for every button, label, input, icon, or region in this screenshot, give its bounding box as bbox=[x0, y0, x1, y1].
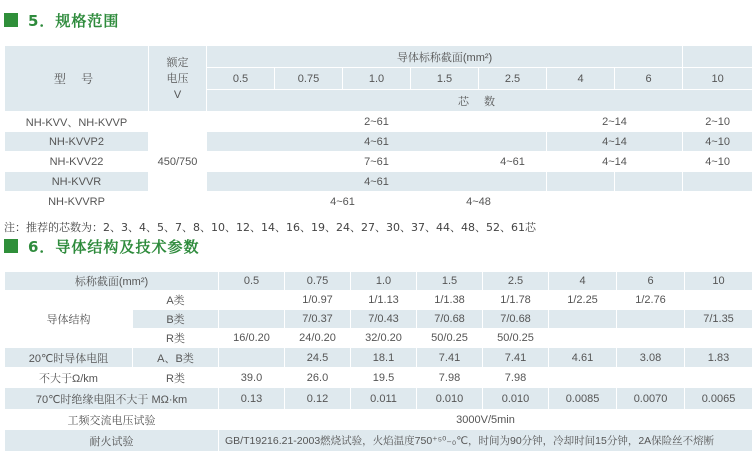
section-6-heading bbox=[4, 235, 199, 257]
area-cell: 4 bbox=[547, 68, 615, 90]
resistance-unit-label: 不大于Ω/km bbox=[5, 368, 133, 388]
ac-voltage-test-value: 3000V/5min bbox=[219, 410, 753, 430]
voltage-value: 450/750 bbox=[149, 112, 207, 212]
value-cell: 1/1.13 bbox=[351, 291, 417, 310]
value-cell bbox=[219, 310, 285, 329]
section-5-heading bbox=[4, 9, 119, 31]
value-cell bbox=[549, 329, 617, 348]
cores-range: 4~61 bbox=[207, 172, 547, 192]
value-cell bbox=[685, 368, 753, 388]
recommended-cores-note: 注：推荐的芯数为：2、3、4、5、7、8、10、12、14、16、19、24、27、30、37、44、48、52、61芯 bbox=[4, 221, 536, 234]
conductor-structure-label: 导体结构 bbox=[5, 291, 133, 348]
area-cell: 10 bbox=[685, 272, 753, 291]
class-ab-label: A、B类 bbox=[133, 348, 219, 368]
area-cell: 0.75 bbox=[275, 68, 343, 90]
col-voltage-header: 额定 电压 V bbox=[149, 46, 207, 112]
cores-range: 4~61 bbox=[275, 192, 411, 212]
value-cell bbox=[685, 329, 753, 348]
cores-range: 4~14 bbox=[547, 152, 683, 172]
value-cell bbox=[617, 368, 685, 388]
section-5-title: 5．规格范围 bbox=[28, 11, 120, 30]
class-r-label: R类 bbox=[133, 329, 219, 348]
col-cores-header: 芯 数 bbox=[207, 90, 753, 112]
area-cell: 2.5 bbox=[483, 272, 549, 291]
table-row-model: NH-KVVP2 bbox=[5, 132, 149, 152]
insulation-resistance-label: 70℃时绝缘电阻不大于 MΩ·km bbox=[5, 388, 219, 410]
area-cell: 10 bbox=[683, 68, 753, 90]
value-cell bbox=[219, 291, 285, 310]
cores-range: 7~61 bbox=[275, 152, 479, 172]
value-cell: 1/2.76 bbox=[617, 291, 685, 310]
cores-range: 4~14 bbox=[547, 132, 683, 152]
value-cell: 0.12 bbox=[285, 388, 351, 410]
value-cell: 7.41 bbox=[483, 348, 549, 368]
value-cell: 0.0070 bbox=[617, 388, 685, 410]
area-cell: 6 bbox=[615, 68, 683, 90]
area-cell: 0.75 bbox=[285, 272, 351, 291]
area-cell: 1.5 bbox=[411, 68, 479, 90]
value-cell: 1/2.25 bbox=[549, 291, 617, 310]
tech-params-table bbox=[4, 271, 753, 452]
value-cell: 1/1.78 bbox=[483, 291, 549, 310]
area-cell: 4 bbox=[549, 272, 617, 291]
value-cell: 24.5 bbox=[285, 348, 351, 368]
value-cell: 7.98 bbox=[417, 368, 483, 388]
area-cell: 2.5 bbox=[479, 68, 547, 90]
table-row-model: NH-KVVRP bbox=[5, 192, 149, 212]
value-cell: 7/0.37 bbox=[285, 310, 351, 329]
value-cell bbox=[549, 310, 617, 329]
area-cell: 6 bbox=[617, 272, 685, 291]
cores-range: 2~61 bbox=[207, 112, 547, 132]
section-marker-icon bbox=[4, 13, 18, 27]
value-cell: 1/1.38 bbox=[417, 291, 483, 310]
value-cell: 3.08 bbox=[617, 348, 685, 368]
cores-range: 2~10 bbox=[683, 112, 753, 132]
value-cell: 7/0.68 bbox=[417, 310, 483, 329]
value-cell: 39.0 bbox=[219, 368, 285, 388]
value-cell: 4.61 bbox=[549, 348, 617, 368]
value-cell: 26.0 bbox=[285, 368, 351, 388]
fire-test-value: GB/T19216.21-2003燃烧试验，火焰温度750⁺⁵⁰₋₀℃，时间为90分钟，冷却时间15分钟，2A保险丝不熔断 bbox=[219, 430, 753, 452]
col-area-header: 导体标称截面(mm²) bbox=[207, 46, 683, 68]
area-cell: 1.5 bbox=[417, 272, 483, 291]
value-cell: 0.010 bbox=[483, 388, 549, 410]
value-cell: 18.1 bbox=[351, 348, 417, 368]
value-cell: 7.98 bbox=[483, 368, 549, 388]
area-cell: 1.0 bbox=[343, 68, 411, 90]
value-cell: 50/0.25 bbox=[417, 329, 483, 348]
cores-range: 4~61 bbox=[479, 152, 547, 172]
value-cell: 0.010 bbox=[417, 388, 483, 410]
class-b-label: B类 bbox=[133, 310, 219, 329]
section-marker-icon bbox=[4, 239, 18, 253]
table-row-model: NH-KVV22 bbox=[5, 152, 149, 172]
table-row-model: NH-KVV、NH-KVVP bbox=[5, 112, 149, 132]
value-cell bbox=[219, 348, 285, 368]
value-cell: 16/0.20 bbox=[219, 329, 285, 348]
value-cell: 1/0.97 bbox=[285, 291, 351, 310]
cores-range: 2~14 bbox=[547, 112, 683, 132]
section-6-title: 6．导体结构及技术参数 bbox=[28, 237, 200, 256]
area-cell: 1.0 bbox=[351, 272, 417, 291]
class-r-label: R类 bbox=[133, 368, 219, 388]
value-cell: 7/1.35 bbox=[685, 310, 753, 329]
area-cell: 0.5 bbox=[219, 272, 285, 291]
col-model-header: 型 号 bbox=[5, 46, 149, 112]
value-cell bbox=[685, 291, 753, 310]
spec-range-table bbox=[4, 45, 753, 212]
col-area-header: 标称截面(mm²) bbox=[5, 272, 219, 291]
cores-range: 4~10 bbox=[683, 152, 753, 172]
value-cell: 19.5 bbox=[351, 368, 417, 388]
value-cell: 7/0.43 bbox=[351, 310, 417, 329]
value-cell: 0.011 bbox=[351, 388, 417, 410]
value-cell: 7/0.68 bbox=[483, 310, 549, 329]
value-cell: 0.13 bbox=[219, 388, 285, 410]
resistance-label: 20℃时导体电阻 bbox=[5, 348, 133, 368]
table-row-model: NH-KVVR bbox=[5, 172, 149, 192]
class-a-label: A类 bbox=[133, 291, 219, 310]
cores-range: 4~48 bbox=[411, 192, 547, 212]
value-cell: 7.41 bbox=[417, 348, 483, 368]
ac-voltage-test-label: 工频交流电压试验 bbox=[5, 410, 219, 430]
fire-test-label: 耐火试验 bbox=[5, 430, 219, 452]
area-cell: 0.5 bbox=[207, 68, 275, 90]
value-cell: 50/0.25 bbox=[483, 329, 549, 348]
value-cell bbox=[617, 310, 685, 329]
value-cell: 1.83 bbox=[685, 348, 753, 368]
value-cell bbox=[549, 368, 617, 388]
value-cell: 0.0085 bbox=[549, 388, 617, 410]
cores-range: 4~10 bbox=[683, 132, 753, 152]
value-cell bbox=[617, 329, 685, 348]
value-cell: 24/0.20 bbox=[285, 329, 351, 348]
cores-range: 4~61 bbox=[207, 132, 547, 152]
value-cell: 0.0065 bbox=[685, 388, 753, 410]
value-cell: 32/0.20 bbox=[351, 329, 417, 348]
